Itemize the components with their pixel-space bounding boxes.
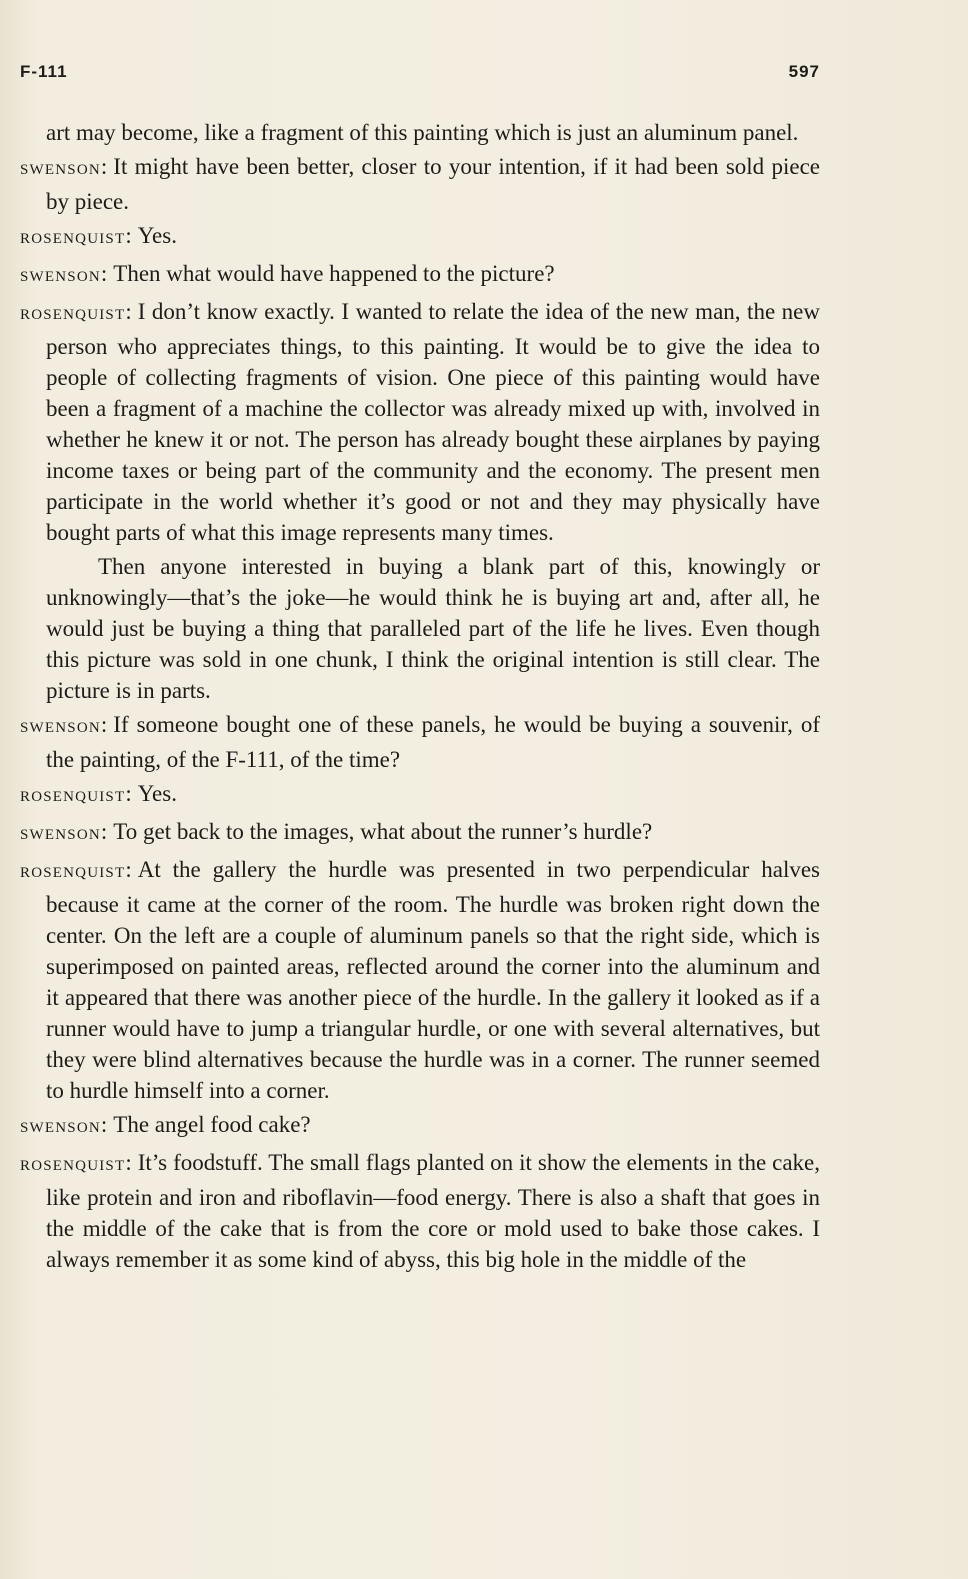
dialogue-text: It might have been better, closer to your intention, if it had been sold piece by piece.: [46, 154, 820, 214]
dialogue-text: If someone bought one of these panels, he would be buying a souvenir, of the painting, of the F-111, of the time?: [46, 712, 820, 772]
dialogue-text: Yes.: [137, 223, 177, 248]
speaker-label: SWENSON: [20, 827, 101, 843]
dialogue-line: SWENSON: The angel food cake?: [20, 1112, 311, 1137]
speaker-label: SWENSON: [20, 720, 101, 736]
running-head: [20, 62, 820, 88]
dialogue-line: ROSENQUIST: Yes.: [20, 223, 177, 248]
dialogue-text: The angel food cake?: [113, 1112, 311, 1137]
paragraph: [20, 117, 820, 148]
dialogue-line: ROSENQUIST: It’s foodstuff. The small flags planted on it show the elements in the cake, like protein and iron and riboflavin—food energy. There is also a shaft that goes in the middle of the cake that is from the core or mold used to bake those cakes. I always remember it as some kind of abyss, this big hole in the middle of the: [20, 1150, 820, 1272]
dialogue-text: At the gallery the hurdle was presented in two perpendicular halves because it came at the corner of the room. The hurdle was broken right down the center. On the left are a couple of aluminum panels so that the right side, which is superimposed on painted areas, reflected around the corner into the aluminum and it appeared that there was another piece of the hurdle. In the gallery it looked as if a runner would have to jump a triangular hurdle, or one with several alternatives, but they were blind alternatives because the hurdle was in a corner. The runner seemed to hurdle himself into a corner.: [46, 857, 820, 1103]
dialogue-text: Yes.: [137, 781, 177, 806]
dialogue-line: SWENSON: Then what would have happened to the picture?: [20, 261, 555, 286]
dialogue-text: I don’t know exactly. I wanted to relate the idea of the new man, the new person who appreciates things, to this painting. It would be to give the idea to people of collecting fragments of vision. One piece of this painting would have been a fragment of a machine the collector was already mixed up with, involved in whether he knew it or not. The person has already bought these airplanes by paying income taxes or being part of the community and the economy. The present men participate in the world whether it’s good or not and they may physically have bought parts of what this image represents many times.: [46, 299, 820, 545]
dialogue-line: ROSENQUIST: I don’t know exactly. I wanted to relate the idea of the new man, the new person who appreciates things, to this painting. It would be to give the idea to people of collecting fragments of vision. One piece of this painting would have been a fragment of a machine the collector was already mixed up with, involved in whether he knew it or not. The person has already bought these airplanes by paying income taxes or being part of the community and the economy. The present men participate in the world whether it’s good or not and they may physically have bought parts of what this image represents many times.: [20, 299, 820, 545]
speaker-label: ROSENQUIST: [20, 865, 126, 881]
paragraph-text: art may become, like a fragment of this painting which is just an aluminum panel.: [46, 120, 799, 145]
paragraph-text: Then anyone interested in buying a blank part of this, knowingly or unknowingly—that’s the joke—he would think he is buying art and, after all, he would just be buying a thing that paralleled part of the life he lives. Even though this picture was sold in one chunk, I think the original intention is still clear. The picture is in parts.: [46, 554, 820, 703]
interview-text: [20, 117, 820, 1278]
dialogue-text: It’s foodstuff. The small flags planted on it show the elements in the cake, like protein and iron and riboflavin—food energy. There is also a shaft that goes in the middle of the cake that is from the core or mold used to bake those cakes. I always remember it as some kind of abyss, this big hole in the middle of the: [46, 1150, 820, 1272]
dialogue-line: ROSENQUIST: Yes.: [20, 781, 177, 806]
page-number: 597: [788, 62, 820, 81]
dialogue-line: SWENSON: It might have been better, closer to your intention, if it had been sold piece by piece.: [20, 154, 820, 214]
speaker-label: SWENSON: [20, 269, 101, 285]
speaker-label: SWENSON: [20, 1120, 101, 1136]
speaker-label: SWENSON: [20, 162, 101, 178]
speaker-label: ROSENQUIST: [20, 307, 126, 323]
dialogue-text: Then what would have happened to the picture?: [113, 261, 555, 286]
section-title: F-111: [20, 62, 68, 81]
dialogue-text: To get back to the images, what about the runner’s hurdle?: [113, 819, 653, 844]
paragraph: [20, 551, 820, 706]
speaker-label: ROSENQUIST: [20, 231, 126, 247]
dialogue-line: SWENSON: To get back to the images, what about the runner’s hurdle?: [20, 819, 653, 844]
dialogue-line: ROSENQUIST: At the gallery the hurdle was presented in two perpendicular halves because it came at the corner of the room. The hurdle was broken right down the center. On the left are a couple of aluminum panels so that the right side, which is superimposed on painted areas, reflected around the corner into the aluminum and it appeared that there was another piece of the hurdle. In the gallery it looked as if a runner would have to jump a triangular hurdle, or one with several alternatives, but they were blind alternatives because the hurdle was in a corner. The runner seemed to hurdle himself into a corner.: [20, 857, 820, 1103]
dialogue-line: SWENSON: If someone bought one of these panels, he would be buying a souvenir, of the painting, of the F-111, of the time?: [20, 712, 820, 772]
speaker-label: ROSENQUIST: [20, 789, 126, 805]
speaker-label: ROSENQUIST: [20, 1158, 126, 1174]
